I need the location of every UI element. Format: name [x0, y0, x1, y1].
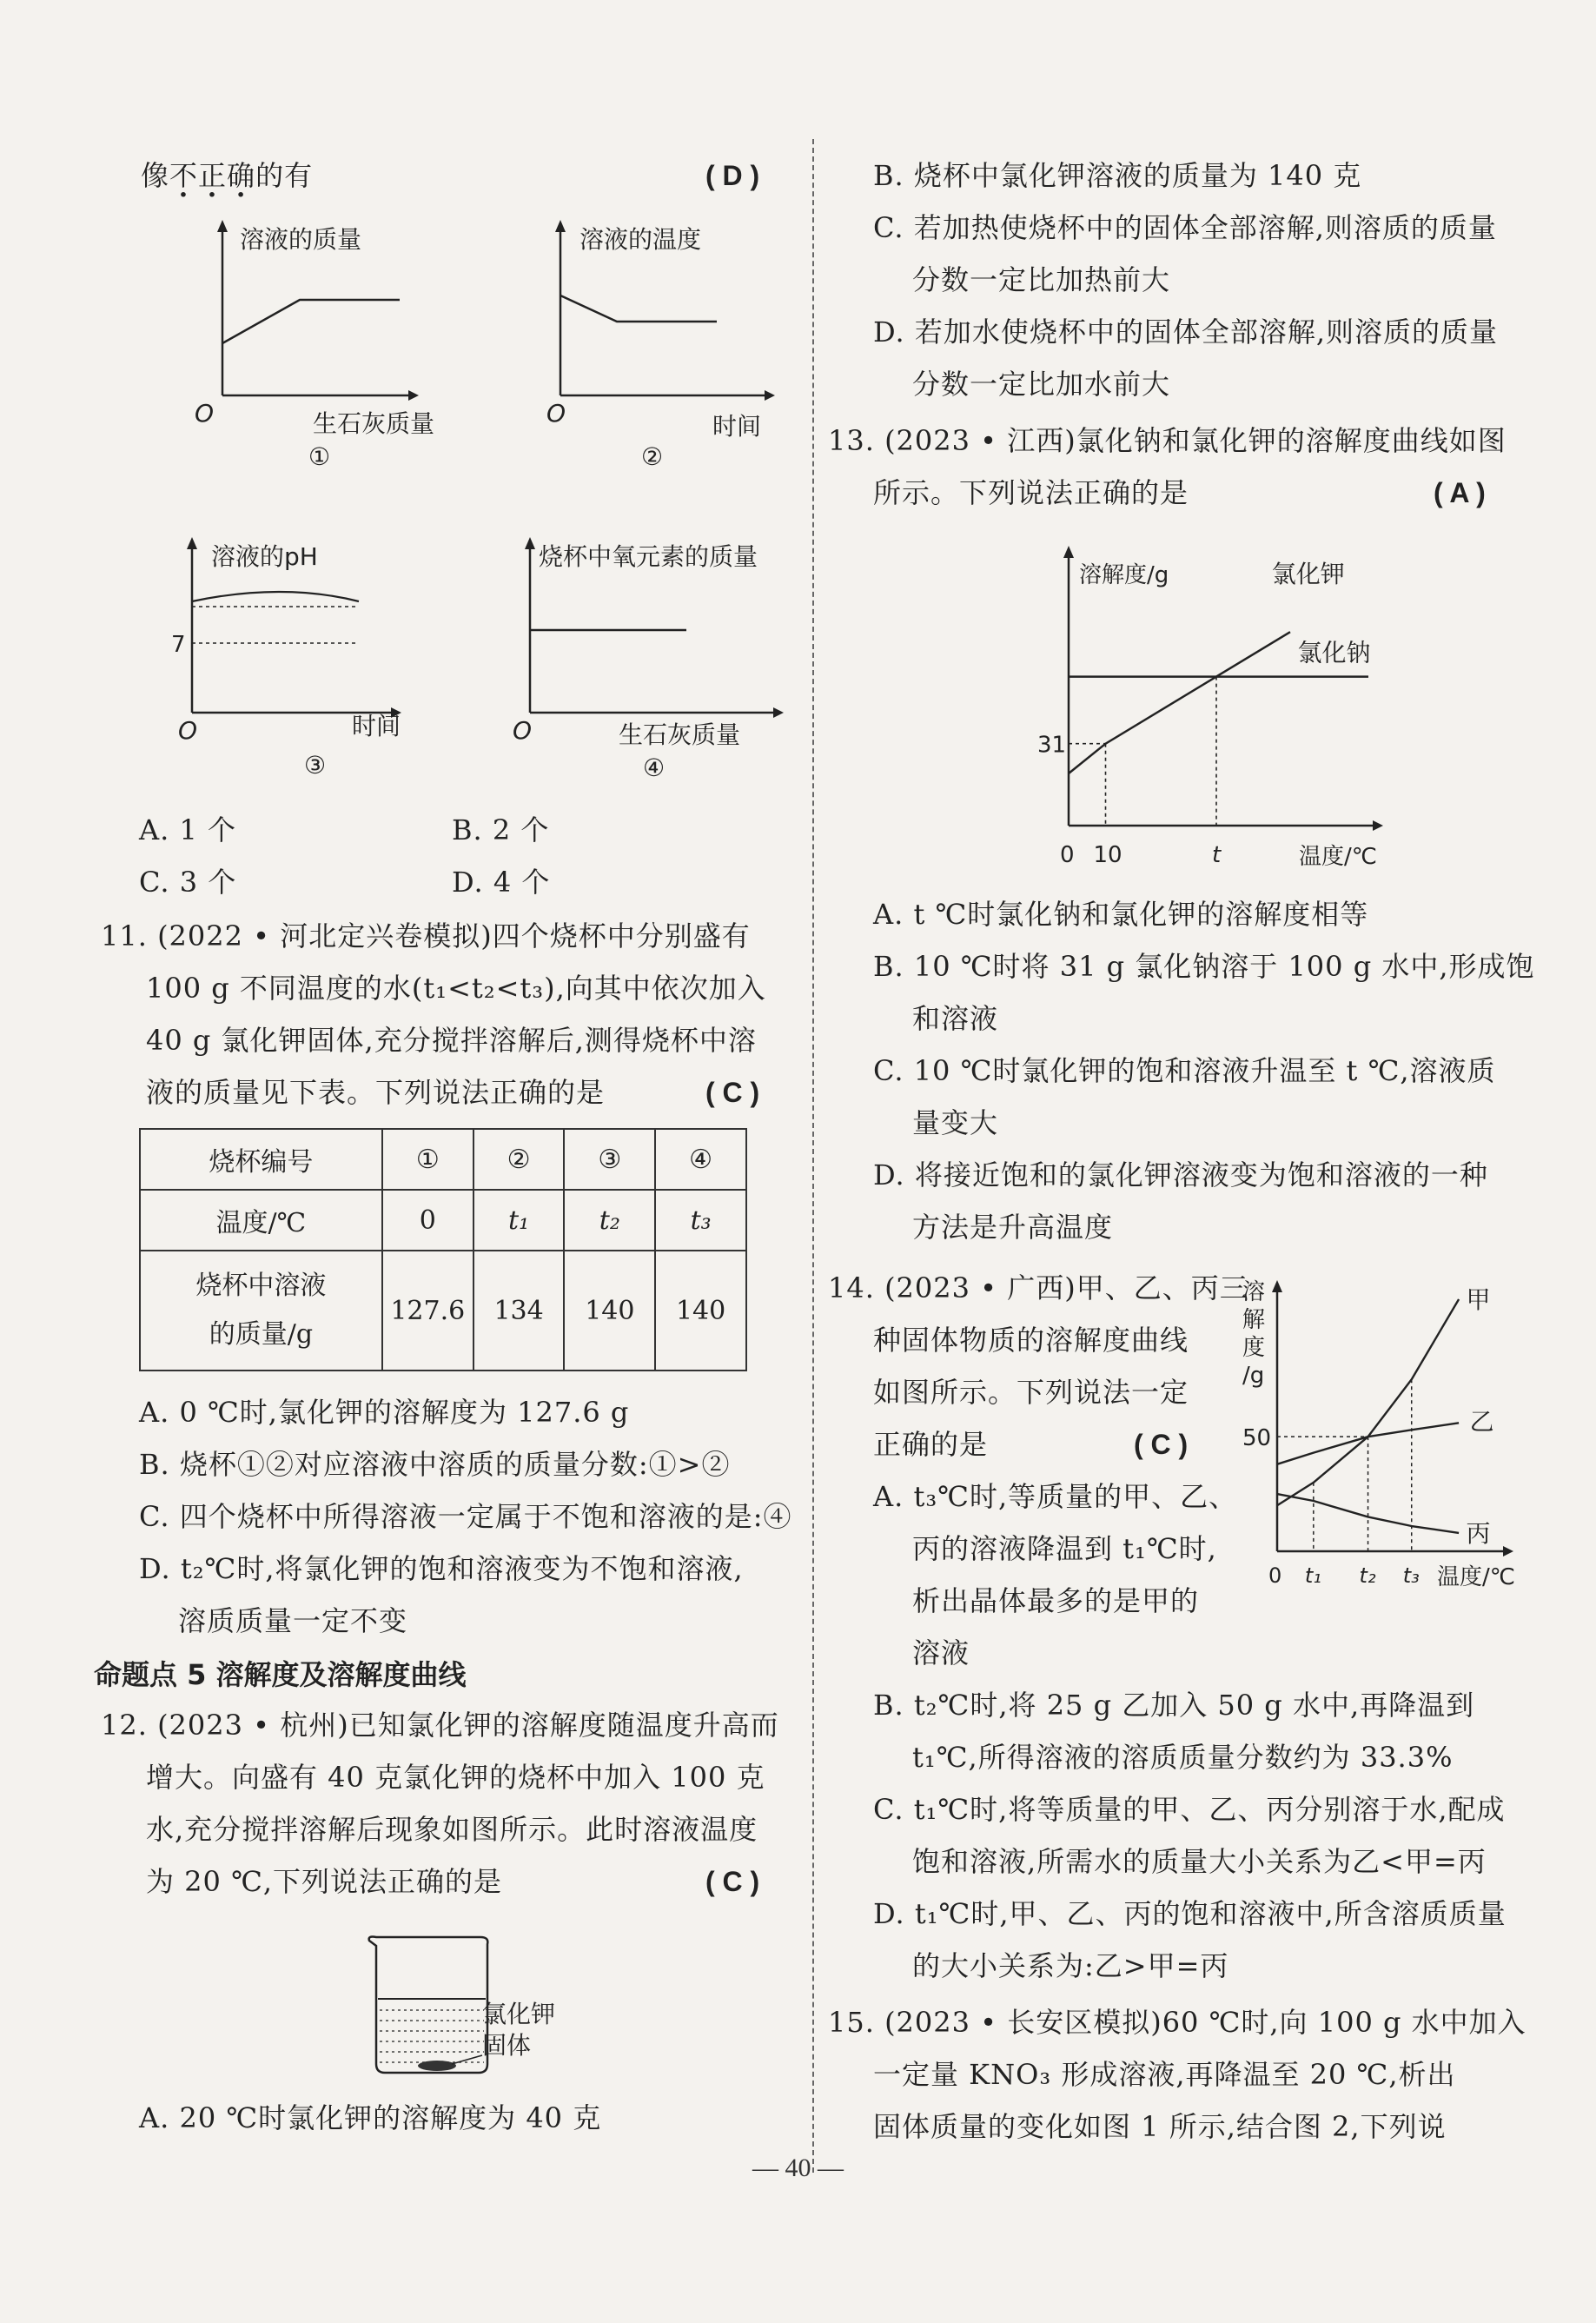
- q13-option-c: C. 10 ℃时氯化钾的饱和溶液升温至 t ℃,溶液质: [873, 1054, 1496, 1087]
- q10-answer: ( D ): [705, 160, 760, 191]
- chart1-origin: O: [195, 399, 215, 428]
- q12-line-2: 增大。向盛有 40 克氯化钾的烧杯中加入 100 克: [146, 1761, 765, 1794]
- q13-answer: ( A ): [1434, 477, 1486, 508]
- q13-option-b: B. 10 ℃时将 31 g 氯化钠溶于 100 g 水中,形成饱: [873, 950, 1535, 983]
- q11-line-1: 11. (2022 • 河北定兴卷模拟)四个烧杯中分别盛有: [101, 919, 751, 952]
- q11-option-a: A. 0 ℃时,氯化钾的溶解度为 127.6 g: [139, 1396, 630, 1429]
- q14-option-a-cont2: 析出晶体最多的是甲的: [912, 1584, 1200, 1617]
- q12-option-c-cont: 分数一定比加热前大: [912, 263, 1171, 296]
- q10-chart-3: [161, 530, 413, 787]
- q13-option-d: D. 将接近饱和的氯化钾溶液变为饱和溶液的一种: [873, 1158, 1488, 1191]
- table-cell: 140: [655, 1251, 746, 1371]
- chart1-number: ①: [308, 442, 331, 471]
- q13-line-1: 13. (2023 • 江西)氯化钠和氯化钾的溶解度曲线如图: [828, 424, 1507, 457]
- q14-answer: ( C ): [1134, 1429, 1189, 1460]
- q12-answer: ( C ): [705, 1866, 760, 1897]
- y-axis-label: 度: [1242, 1335, 1266, 1361]
- chart4-number: ④: [643, 753, 666, 782]
- y-axis-arrow: [1272, 1280, 1282, 1292]
- table-cell: t₁: [474, 1190, 565, 1251]
- q13-line-2: 所示。下列说法正确的是: [873, 476, 1189, 509]
- q12-option-a: A. 20 ℃时氯化钾的溶解度为 40 克: [139, 2101, 602, 2134]
- table-cell: 温度/℃: [140, 1190, 382, 1251]
- chart3-ylabel: 溶液的pH: [211, 542, 318, 571]
- y-axis-label: 溶: [1242, 1279, 1266, 1305]
- q12-option-d-cont: 分数一定比加水前大: [912, 368, 1171, 401]
- q13-solubility-chart: [1034, 548, 1399, 869]
- table-row: [140, 1129, 746, 1190]
- table-cell: 烧杯编号: [140, 1129, 382, 1190]
- y-axis-arrow: [1063, 546, 1074, 558]
- x-tick-t1: t₁: [1304, 1563, 1321, 1588]
- column-divider: [812, 139, 814, 2173]
- chart3-origin: O: [178, 716, 198, 745]
- q11-option-c: C. 四个烧杯中所得溶液一定属于不饱和溶液的是:④: [139, 1500, 792, 1533]
- legend-jia: 甲: [1466, 1285, 1491, 1314]
- x-tick-0: 0: [1268, 1563, 1282, 1588]
- table-cell: ③: [564, 1129, 655, 1190]
- table-cell: ①: [382, 1129, 474, 1190]
- table-row: [140, 1251, 746, 1371]
- q10-option-a: A. 1 个: [139, 813, 236, 846]
- q11-line-3: 40 g 氯化钾固体,充分搅拌溶解后,测得烧杯中溶: [146, 1024, 757, 1057]
- q12-option-d: D. 若加水使烧杯中的固体全部溶解,则溶质的质量: [873, 315, 1499, 348]
- table-cell: ④: [655, 1129, 746, 1190]
- chart1-ylabel: 溶液的质量: [240, 225, 362, 254]
- beaker-figure: [361, 1934, 595, 2081]
- chart1-xlabel: 生石灰质量: [313, 409, 435, 438]
- q11-line-4: 液的质量见下表。下列说法正确的是: [146, 1076, 606, 1109]
- q10-option-c: C. 3 个: [139, 866, 237, 899]
- q11-option-d: D. t₂℃时,将氯化钾的饱和溶液变为不饱和溶液,: [139, 1552, 744, 1585]
- q14-option-b-cont: t₁℃,所得溶液的溶质质量分数约为 33.3%: [912, 1741, 1454, 1774]
- x-axis-arrow: [1503, 1546, 1513, 1556]
- x-axis-arrow: [1373, 820, 1383, 831]
- q12-line-4: 为 20 ℃,下列说法正确的是: [146, 1865, 503, 1898]
- legend-kcl: 氯化钾: [1271, 560, 1345, 588]
- chart2-xlabel: 时间: [712, 412, 762, 441]
- q10-chart-4: [513, 530, 799, 787]
- q10-chart-1: [191, 213, 435, 471]
- page-footer: — 40 —: [752, 2154, 844, 2182]
- q14-option-a: A. t₃℃时,等质量的甲、乙、: [873, 1480, 1238, 1513]
- q11-answer: ( C ): [705, 1077, 760, 1108]
- y-axis-label: 溶解度/g: [1079, 562, 1169, 588]
- q14-option-a-cont3: 溶液: [912, 1636, 970, 1669]
- table-cell: 烧杯中溶液 的质量/g: [140, 1251, 382, 1371]
- chart2-number: ②: [641, 442, 664, 471]
- chart3-xlabel: 时间: [352, 712, 401, 740]
- x-tick-0: 0: [1060, 842, 1075, 868]
- q13-option-d-cont: 方法是升高温度: [912, 1211, 1114, 1244]
- chart2-origin: O: [546, 399, 566, 428]
- table-cell: 0: [382, 1190, 474, 1251]
- series-kcl-line: [1069, 632, 1290, 773]
- q14-option-c: C. t₁℃时,将等质量的甲、乙、丙分别溶于水,配成: [873, 1793, 1506, 1826]
- y-tick-31: 31: [1037, 732, 1067, 759]
- q14-option-b: B. t₂℃时,将 25 g 乙加入 50 g 水中,再降温到: [873, 1689, 1475, 1722]
- legend-yi: 乙: [1469, 1407, 1494, 1437]
- q15-line-3: 固体质量的变化如图 1 所示,结合图 2,下列说: [873, 2110, 1447, 2143]
- q13-option-a: A. t ℃时氯化钠和氯化钾的溶解度相等: [873, 898, 1369, 931]
- x-tick-t: t: [1212, 842, 1222, 868]
- q12-line-1: 12. (2023 • 杭州)已知氯化钾的溶解度随温度升高而: [101, 1709, 779, 1742]
- x-tick-t2: t₂: [1359, 1563, 1376, 1588]
- table-cell: t₂: [564, 1190, 655, 1251]
- x-axis-label: 温度/℃: [1299, 844, 1377, 870]
- q10-chart-2: [526, 213, 786, 471]
- chart4-ylabel: 烧杯中氧元素的质量: [539, 542, 758, 571]
- table-cell: 134: [474, 1251, 565, 1371]
- q12-line-3: 水,充分搅拌溶解后现象如图所示。此时溶液温度: [146, 1813, 758, 1846]
- q14-line-3: 如图所示。下列说法一定: [873, 1376, 1189, 1409]
- q14-solubility-chart: [1242, 1264, 1546, 1595]
- q11-option-d-cont: 溶质质量一定不变: [178, 1604, 408, 1637]
- beaker-label-1: 氯化钾: [482, 2000, 556, 2028]
- q11-line-2: 100 g 不同温度的水(t₁<t₂<t₃),向其中依次加入: [146, 972, 766, 1005]
- x-tick-10: 10: [1093, 842, 1122, 868]
- chart2-ylabel: 溶液的温度: [579, 225, 702, 254]
- section-heading: 命题点 5 溶解度及溶解度曲线: [94, 1658, 467, 1691]
- q14-option-a-cont1: 丙的溶液降温到 t₁℃时,: [912, 1532, 1217, 1565]
- q14-line-4: 正确的是: [873, 1428, 989, 1461]
- legend-bing: 丙: [1466, 1518, 1491, 1548]
- q14-option-d-cont: 的大小关系为:乙>甲=丙: [912, 1949, 1229, 1982]
- page-number: 40: [785, 2154, 811, 2182]
- q14-line-2: 种固体物质的溶解度曲线: [873, 1324, 1189, 1357]
- q11-table: [139, 1128, 747, 1371]
- q12-option-b: B. 烧杯中氯化钾溶液的质量为 140 克: [873, 159, 1362, 192]
- q15-line-1: 15. (2023 • 长安区模拟)60 ℃时,向 100 g 水中加入: [828, 2006, 1526, 2039]
- table-row: [140, 1190, 746, 1251]
- q15-line-2: 一定量 KNO₃ 形成溶液,再降温至 20 ℃,析出: [873, 2058, 1456, 2091]
- beaker-label-2: 固体: [482, 2031, 532, 2060]
- x-axis-label: 温度/℃: [1437, 1564, 1515, 1590]
- chart3-number: ③: [304, 751, 327, 780]
- q14-option-c-cont: 饱和溶液,所需水的质量大小关系为乙<甲=丙: [912, 1845, 1487, 1878]
- y-axis-label: /g: [1242, 1363, 1265, 1389]
- q10-option-b: B. 2 个: [452, 813, 550, 846]
- q14-option-d: D. t₁℃时,甲、乙、丙的饱和溶液中,所含溶质质量: [873, 1897, 1507, 1930]
- q12-option-c: C. 若加热使烧杯中的固体全部溶解,则溶质的质量: [873, 211, 1497, 244]
- q10-option-d: D. 4 个: [452, 866, 551, 899]
- y-tick-50: 50: [1242, 1425, 1272, 1452]
- q11-option-b: B. 烧杯①②对应溶液中溶质的质量分数:①>②: [139, 1448, 731, 1481]
- q10-intro: 像不正确的有: [141, 159, 314, 192]
- chart4-xlabel: 生石灰质量: [619, 720, 741, 749]
- table-cell: t₃: [655, 1190, 746, 1251]
- table-cell: 127.6: [382, 1251, 474, 1371]
- q13-option-c-cont: 量变大: [912, 1106, 999, 1139]
- chart4-origin: O: [513, 716, 533, 745]
- legend-nacl: 氯化钠: [1297, 638, 1371, 667]
- y-axis-label: 解: [1242, 1307, 1266, 1333]
- x-tick-t3: t₃: [1402, 1563, 1420, 1588]
- chart3-tick-7: 7: [171, 632, 186, 658]
- table-cell: ②: [474, 1129, 565, 1190]
- q13-option-b-cont: 和溶液: [912, 1002, 999, 1035]
- q14-line-1: 14. (2023 • 广西)甲、乙、丙三: [828, 1271, 1248, 1304]
- table-cell: 140: [564, 1251, 655, 1371]
